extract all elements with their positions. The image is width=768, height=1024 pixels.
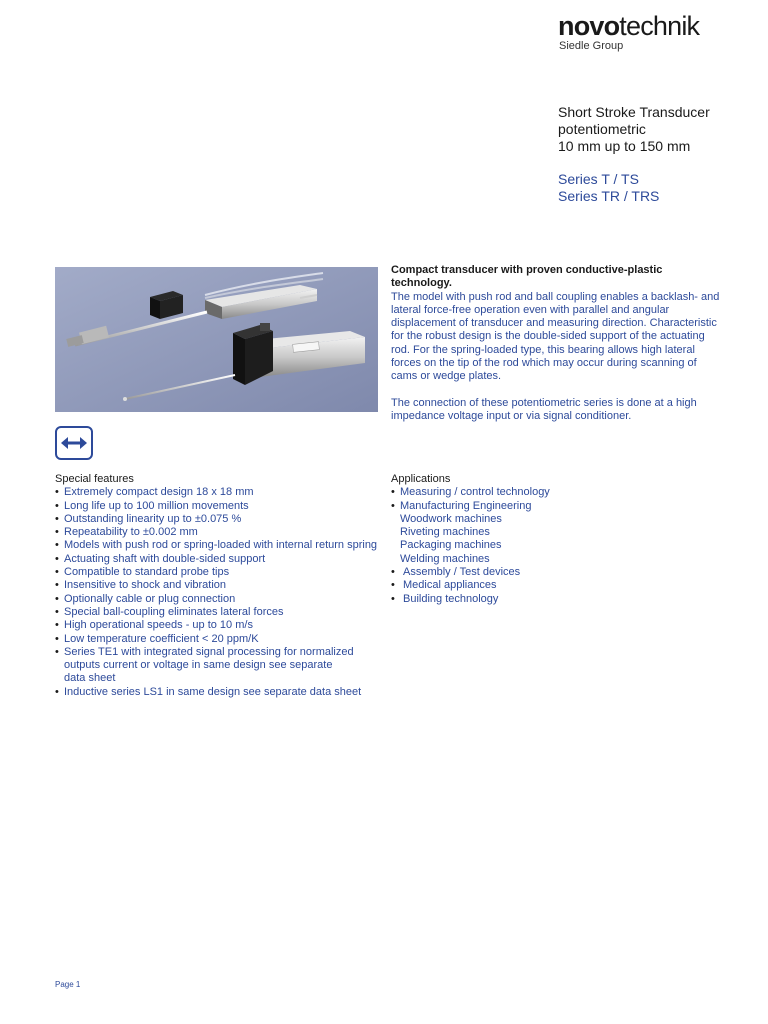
double-arrow-glyph (61, 435, 87, 451)
list-item: • High operational speeds - up to 10 m/s (55, 619, 385, 632)
list-item: • Assembly / Test devices (391, 566, 691, 579)
series-line-1: Series T / TS (558, 171, 639, 187)
list-item-sub: Riveting machines (400, 526, 490, 539)
list-item: • Measuring / control technology (391, 486, 691, 499)
title-line-1: Short Stroke Transducer (558, 104, 710, 120)
list-item: • Low temperature coefficient < 20 ppm/K (55, 633, 385, 646)
features-list (55, 486, 385, 699)
page-number: Page 1 (55, 980, 81, 989)
list-item: • Manufacturing Engineering (391, 500, 691, 513)
series-line-2: Series TR / TRS (558, 188, 660, 204)
series-list (558, 171, 659, 205)
logo-regular-part: technik (619, 11, 700, 41)
list-item-continuation: data sheet (64, 672, 116, 685)
list-item-sub: Packaging machines (400, 539, 502, 552)
transducer-illustration (55, 267, 378, 412)
list-item: • Actuating shaft with double-sided support (55, 553, 385, 566)
list-item: • Compatible to standard probe tips (55, 566, 385, 579)
product-title (558, 104, 710, 155)
list-item: • Special ball-coupling eliminates lateral forces (55, 606, 385, 619)
list-item: • Long life up to 100 million movements (55, 500, 385, 513)
list-item: • Series TE1 with integrated signal processing for normalized (55, 646, 385, 659)
product-photo (55, 267, 378, 412)
list-item: • Medical appliances (391, 579, 691, 592)
logo-group-name: Siedle Group (559, 40, 624, 52)
list-item: • Extremely compact design 18 x 18 mm (55, 486, 385, 499)
logo-wordmark (558, 12, 699, 40)
applications-heading: Applications (391, 473, 451, 485)
applications-section (391, 473, 691, 606)
list-item: • Outstanding linearity up to ±0.075 % (55, 513, 385, 526)
list-item-sub: Welding machines (400, 552, 490, 565)
double-arrow-icon (55, 426, 93, 460)
intro-paragraph-1: The model with push rod and ball coupling enables a backlash- and lateral force-free operation even with parallel and angular displacement of transducer and measuring direction. Characteristic for the robust design is the double-sided support of the actuating rod. For the spring-loaded type, this bearing allows high lateral forces on the tip of the rod which may occur during scanning of cams or wedge plates. (391, 290, 720, 383)
list-item-sub: Woodwork machines (400, 512, 502, 525)
features-heading: Special features (55, 473, 134, 485)
logo-bold-part: novo (558, 11, 620, 41)
company-logo (558, 12, 699, 53)
applications-list (391, 486, 691, 606)
title-line-2: potentiometric (558, 121, 646, 137)
intro-heading: Compact transducer with proven conductive-plastic technology. (391, 264, 663, 290)
list-item: • Repeatability to ±0.002 mm (55, 526, 385, 539)
special-features-section (55, 473, 385, 699)
title-line-3: 10 mm up to 150 mm (558, 138, 691, 154)
list-item: • Models with push rod or spring-loaded with internal return spring (55, 539, 385, 552)
list-item: • Insensitive to shock and vibration (55, 579, 385, 592)
list-item: • Inductive series LS1 in same design see separate data sheet (55, 686, 385, 699)
list-item: • Optionally cable or plug connection (55, 593, 385, 606)
intro-paragraph-2: The connection of these potentiometric series is done at a high impedance voltage input or via signal conditioner. (391, 396, 697, 422)
intro-section (391, 264, 721, 423)
list-item-continuation: outputs current or voltage in same design see separate (64, 659, 333, 672)
list-item: • Building technology (391, 593, 691, 606)
